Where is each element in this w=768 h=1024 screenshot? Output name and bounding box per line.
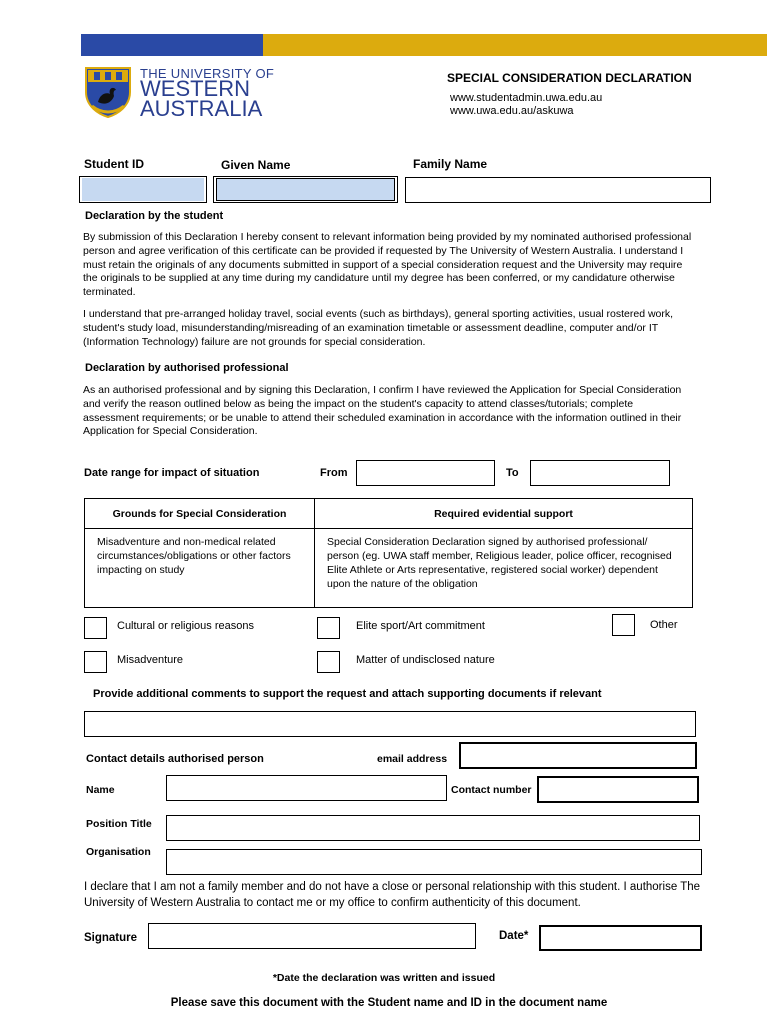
family-name-label: Family Name bbox=[413, 157, 488, 171]
position-title-label: Position Title bbox=[86, 818, 152, 830]
header-bar-gold bbox=[263, 34, 767, 56]
student-id-field[interactable] bbox=[82, 178, 204, 201]
checkbox-undisclosed-matter[interactable] bbox=[317, 651, 340, 673]
checkbox-other[interactable] bbox=[612, 614, 635, 636]
university-name-line3: AUSTRALIA bbox=[140, 96, 263, 121]
table-row bbox=[85, 529, 693, 608]
organisation-field[interactable] bbox=[166, 849, 702, 875]
relationship-declaration: I declare that I am not a family member and do not have a close or personal relationship with this student. I authorise The University of Western Australia to contact me or my office to confirm authenticity of this document. bbox=[84, 881, 701, 909]
email-label: email address bbox=[377, 753, 448, 765]
header-bar-blue bbox=[81, 34, 263, 56]
given-name-label: Given Name bbox=[221, 158, 291, 172]
url-askuwa[interactable]: www.uwa.edu.au/askuwa bbox=[450, 105, 574, 117]
document-title: SPECIAL CONSIDERATION DECLARATION bbox=[447, 71, 692, 85]
date-from-label: From bbox=[320, 467, 348, 479]
signature-label: Signature bbox=[84, 932, 138, 944]
position-title-field[interactable] bbox=[166, 815, 700, 841]
grounds-cell: Misadventure and non-medical related circumstances/obligations or other factors impacting on study bbox=[85, 529, 315, 608]
url-studentadmin[interactable]: www.studentadmin.uwa.edu.au bbox=[450, 92, 603, 104]
checkbox-elite-sport-art[interactable] bbox=[317, 617, 340, 639]
university-crest-icon bbox=[84, 66, 132, 118]
professional-declaration-heading: Declaration by authorised professional bbox=[85, 362, 289, 374]
email-field[interactable] bbox=[459, 742, 697, 769]
organisation-label: Organisation bbox=[86, 846, 151, 858]
save-instruction: Please save this document with the Student name and ID in the document name bbox=[170, 997, 608, 1009]
checkbox-misadventure-label: Misadventure bbox=[117, 654, 184, 666]
university-name-line2: WESTERN bbox=[140, 76, 250, 101]
given-name-field[interactable] bbox=[216, 178, 395, 201]
grounds-table bbox=[84, 498, 693, 608]
comments-field[interactable] bbox=[84, 711, 696, 737]
checkbox-undisclosed-matter-label: Matter of undisclosed nature bbox=[356, 654, 495, 666]
date-field[interactable] bbox=[539, 925, 702, 951]
date-to-label: To bbox=[506, 467, 519, 479]
contact-number-field[interactable] bbox=[537, 776, 699, 803]
checkbox-elite-sport-art-label: Elite sport/Art commitment bbox=[356, 620, 485, 632]
date-from-field[interactable] bbox=[356, 460, 495, 486]
checkbox-misadventure[interactable] bbox=[84, 651, 107, 673]
table-header-grounds: Grounds for Special Consideration bbox=[85, 499, 315, 529]
student-id-label: Student ID bbox=[84, 157, 144, 171]
date-to-field[interactable] bbox=[530, 460, 670, 486]
table-header-row bbox=[85, 499, 693, 529]
signature-field[interactable] bbox=[148, 923, 476, 949]
university-name-line1: THE UNIVERSITY OF bbox=[140, 66, 275, 81]
comments-heading: Provide additional comments to support the request and attach supporting documents if relevant bbox=[93, 688, 602, 700]
professional-declaration-para: As an authorised professional and by signing this Declaration, I confirm I have reviewed the Application for Special Consideration and verify the reason outlined below as being the impact on the student's capacity to attend classes/tutorials; complete assessment requirements; or be unable to attend their scheduled examination in accordance with the information outlined in their Application for Special Consideration. bbox=[83, 384, 682, 438]
student-declaration-para2: I understand that pre-arranged holiday travel, social events (such as birthdays), general sporting activities, usual rostered work, student's study load, misunderstanding/misreading of an examination timetable or assessment deadline, computer and/or IT (Information Technology) failure are not grounds for special consideration. bbox=[83, 308, 674, 348]
contact-name-field[interactable] bbox=[166, 775, 447, 801]
contact-heading: Contact details authorised person bbox=[86, 753, 264, 765]
date-footnote: *Date the declaration was written and issued bbox=[272, 972, 496, 984]
contact-number-label: Contact number bbox=[451, 784, 532, 796]
checkbox-cultural-religious-label: Cultural or religious reasons bbox=[117, 620, 254, 632]
family-name-field[interactable] bbox=[405, 177, 711, 203]
checkbox-other-label: Other bbox=[650, 619, 678, 631]
student-declaration-para1: By submission of this Declaration I hereby consent to relevant information being provided by my nominated authorised professional person and agree verification of this certificate can be provided if requested by The University of Western Australia. I understand I must retain the originals of any documents submitted in support of a special consideration request and the University may require the originals to be supplied at any time during my candidature until my degree has been conferred, or my candidature otherwise terminated. bbox=[83, 231, 692, 299]
checkbox-cultural-religious[interactable] bbox=[84, 617, 107, 639]
evidence-cell: Special Consideration Declaration signed by authorised professional/ person (eg. UWA staff member, Religious leader, police officer, recognised Elite Athlete or Arts representative, registered social worker) dependent upon the nature of the obligation bbox=[315, 529, 693, 608]
date-range-label: Date range for impact of situation bbox=[84, 467, 260, 479]
name-label: Name bbox=[86, 784, 115, 796]
table-header-evidence: Required evidential support bbox=[315, 499, 693, 529]
date-label: Date* bbox=[499, 930, 529, 942]
student-declaration-heading: Declaration by the student bbox=[85, 210, 224, 222]
